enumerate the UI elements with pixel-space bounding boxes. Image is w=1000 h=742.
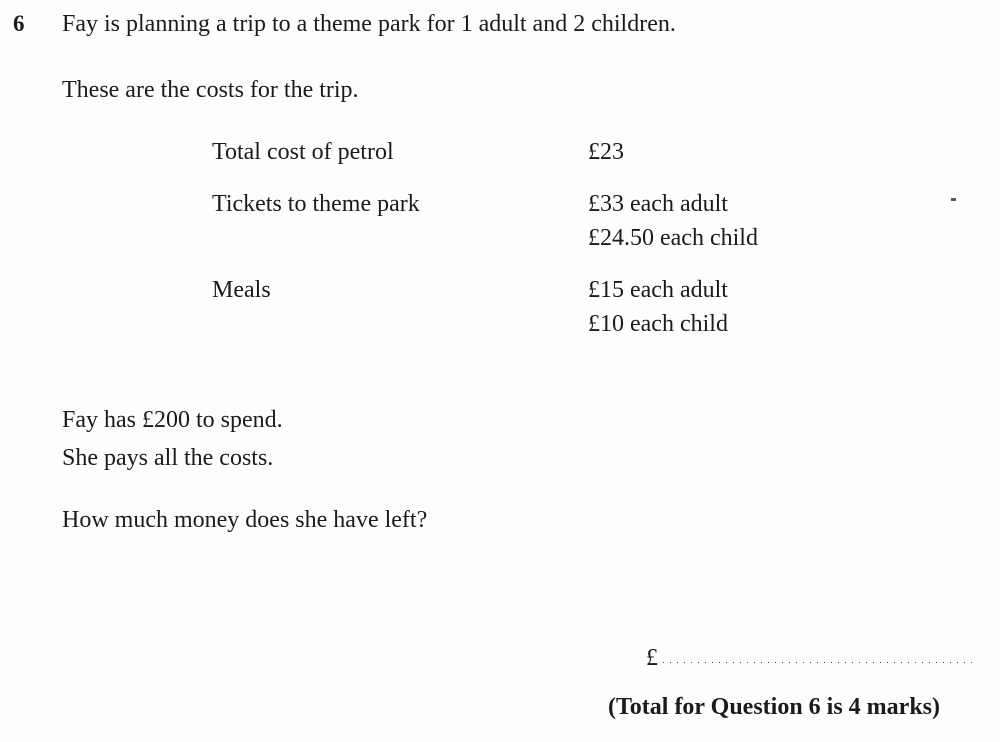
currency-symbol: £ bbox=[646, 645, 658, 671]
cost-value: £10 each child bbox=[588, 311, 728, 337]
cost-label: Meals bbox=[212, 277, 271, 303]
statement-line-payment: She pays all the costs. bbox=[62, 445, 274, 471]
cost-row bbox=[212, 192, 972, 250]
cost-label: Total cost of petrol bbox=[212, 139, 394, 165]
cost-value: £33 each adult bbox=[588, 191, 728, 217]
cost-value: £15 each adult bbox=[588, 277, 728, 303]
cost-values bbox=[588, 278, 972, 336]
statement-block bbox=[62, 408, 283, 470]
question-intro-text: Fay is planning a trip to a theme park for 1 adult and 2 children. bbox=[62, 11, 676, 37]
costs-table bbox=[212, 140, 972, 336]
cost-value: £24.50 each child bbox=[588, 225, 758, 251]
cost-row bbox=[212, 278, 972, 336]
question-prompt: How much money does she have left? bbox=[62, 507, 428, 533]
cost-row bbox=[212, 140, 972, 164]
cost-label: Tickets to theme park bbox=[212, 191, 420, 217]
statement-line-budget: Fay has £200 to spend. bbox=[62, 407, 283, 433]
question-number: 6 bbox=[13, 11, 25, 36]
answer-dotted-line[interactable] bbox=[660, 662, 976, 663]
cost-values bbox=[588, 192, 972, 250]
scan-artifact-speck bbox=[951, 198, 956, 201]
question-subintro-text: These are the costs for the trip. bbox=[62, 77, 359, 103]
cost-value: £23 bbox=[588, 139, 624, 165]
answer-field[interactable] bbox=[646, 646, 976, 670]
total-marks-label: (Total for Question 6 is 4 marks) bbox=[607, 694, 940, 720]
cost-values bbox=[588, 140, 972, 164]
